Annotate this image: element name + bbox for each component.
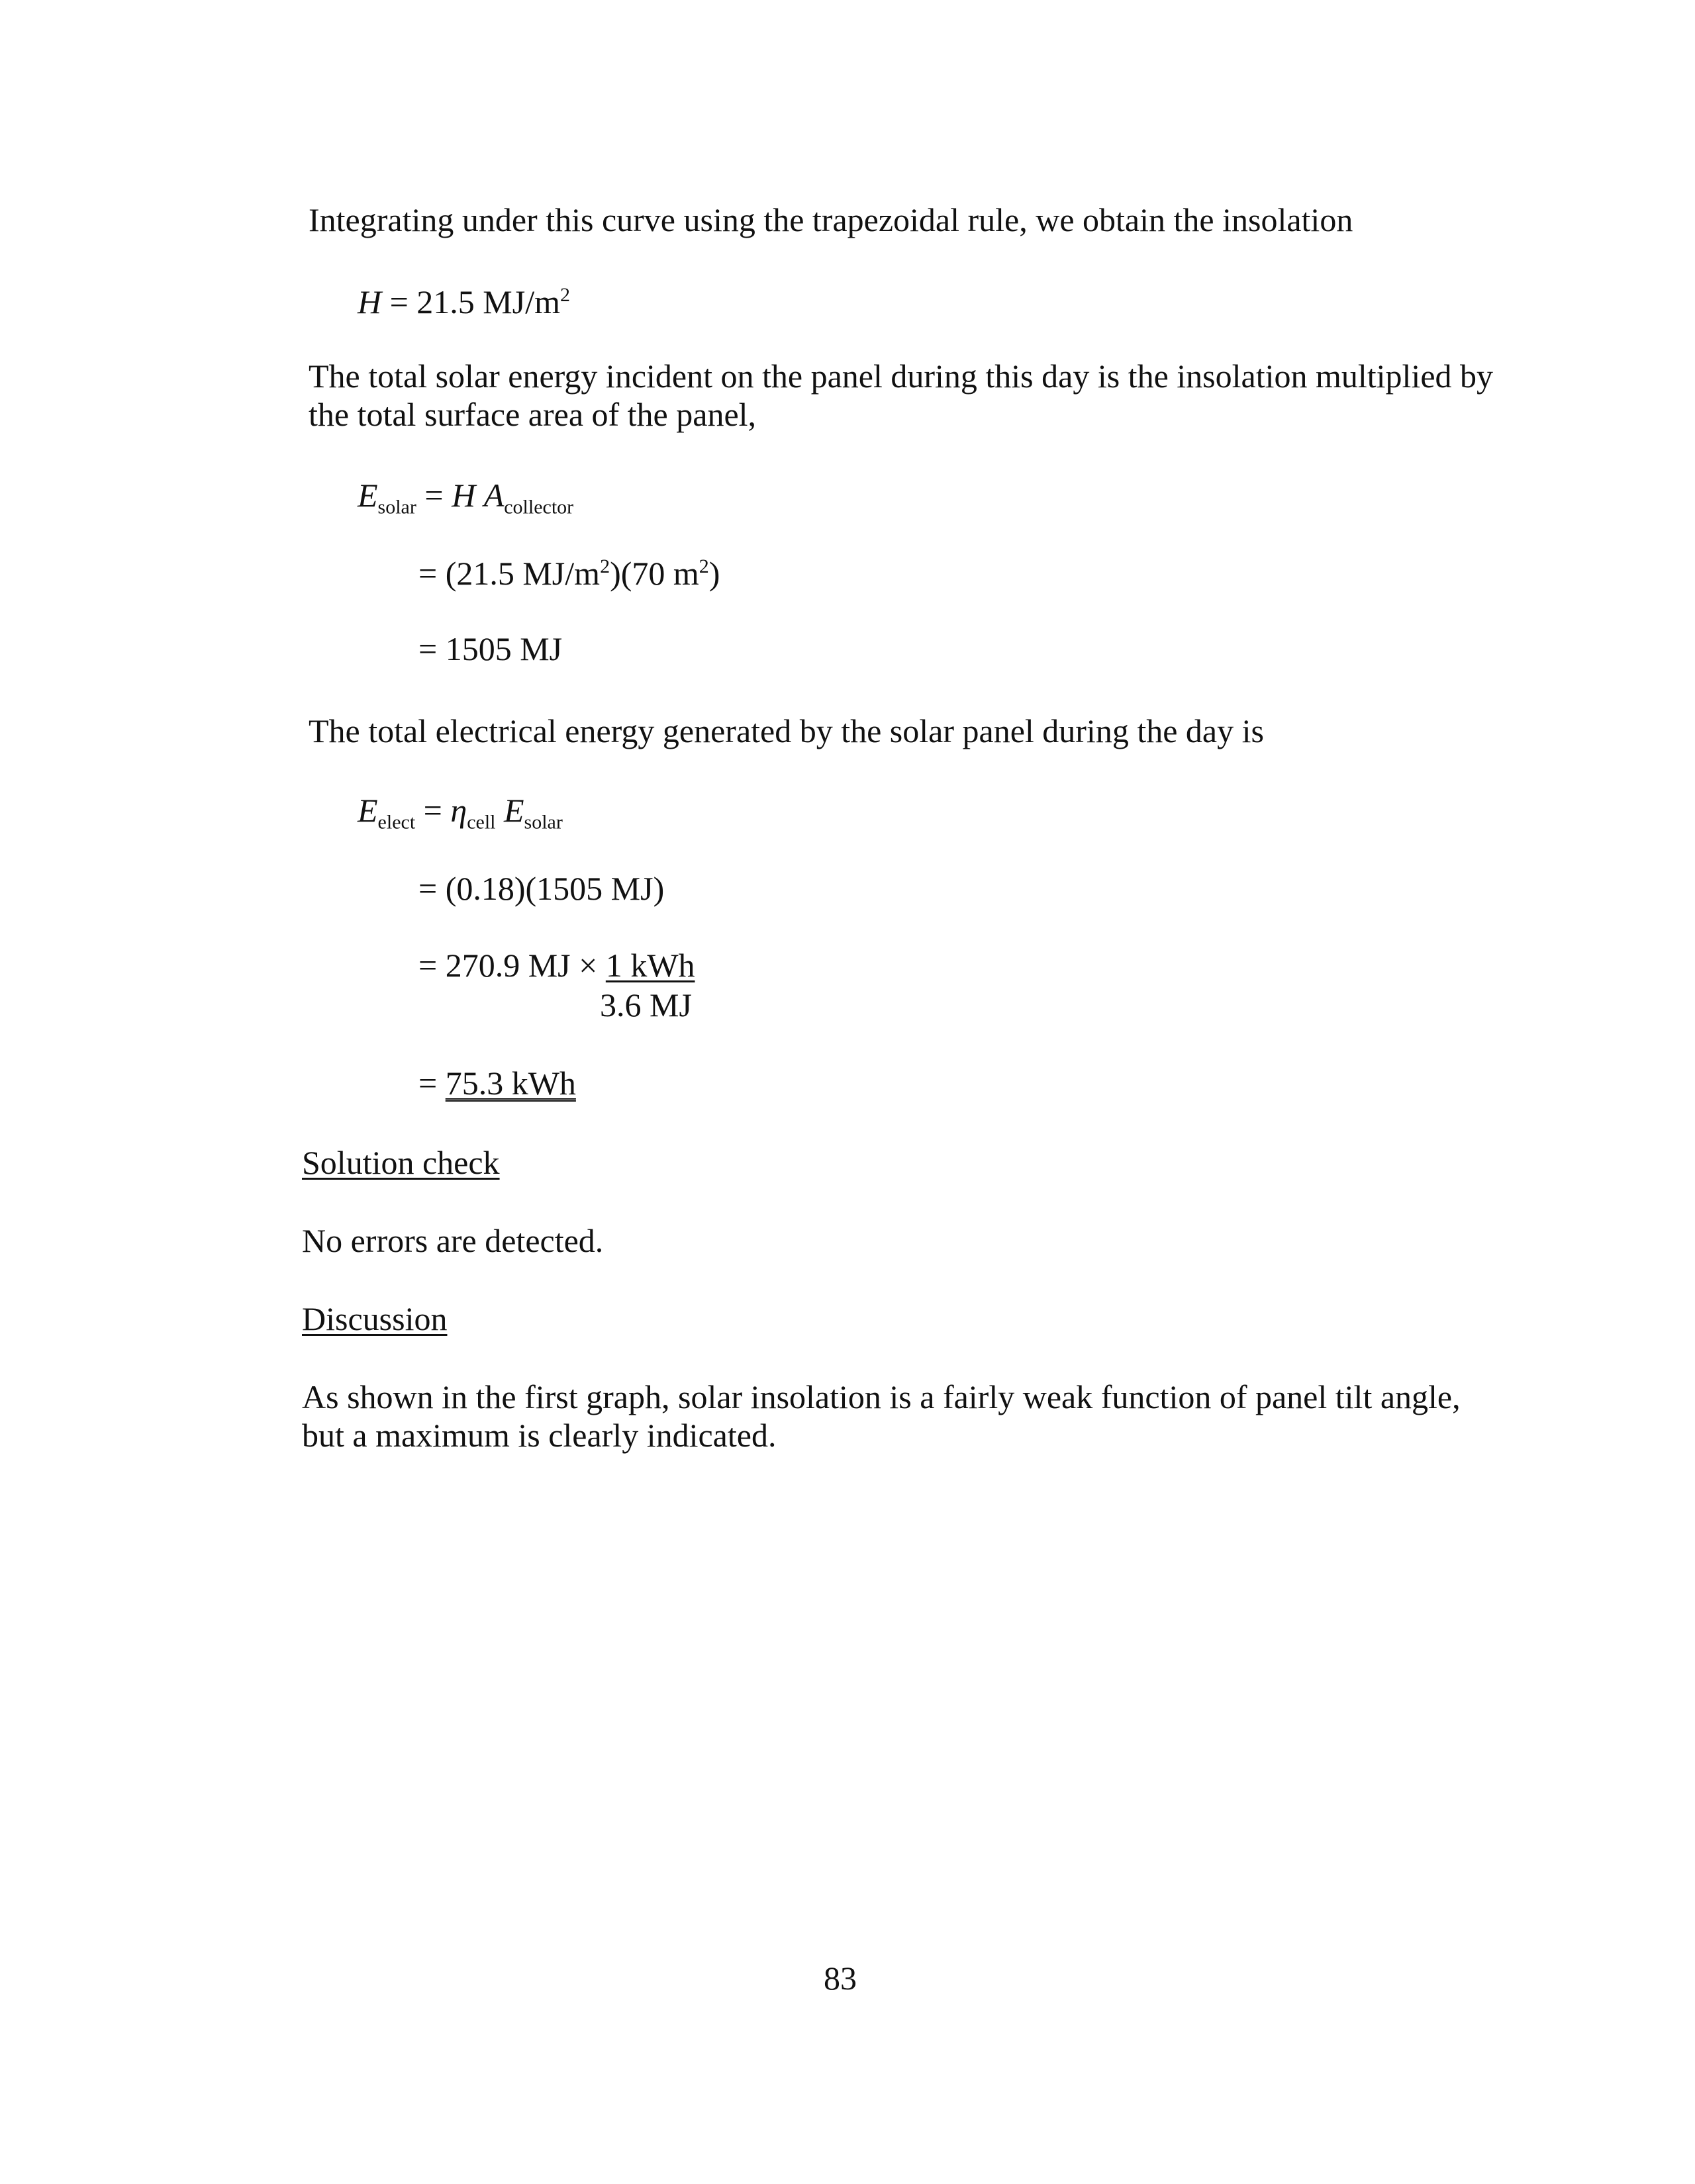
var-e-elect: E [358, 792, 378, 829]
equation-solar-2 [418, 555, 720, 593]
paragraph-total-solar: The total solar energy incident on the panel during this day is the insolation multiplied by the total surface area of the panel, [309, 357, 1494, 433]
final-answer: 75.3 kWh [445, 1065, 576, 1102]
eq-solar-2-sup1: 2 [600, 555, 610, 577]
solution-check-text: No errors are detected. [302, 1222, 604, 1259]
eq-h-sup: 2 [560, 284, 571, 306]
fraction-numerator: 1 kWh [605, 947, 695, 984]
var-a: A [483, 477, 505, 514]
sub-elect: elect [377, 811, 416, 833]
sub-collector: collector [504, 496, 574, 518]
equation-solar-1 [358, 477, 574, 518]
var-h-2: H [452, 477, 476, 514]
page-number: 83 [824, 1960, 857, 1997]
sub-cell: cell [467, 811, 496, 833]
var-e-solar-2: E [504, 792, 524, 829]
eq-h-rhs: = 21.5 MJ/m [381, 283, 561, 320]
equals-sign: = [416, 477, 452, 514]
eq-elect-4-eq: = [418, 1065, 446, 1102]
equals-sign-2: = [415, 792, 451, 829]
equation-elect-1 [358, 792, 563, 833]
equation-elect-2: = (0.18)(1505 MJ) [418, 870, 665, 907]
paragraph-total-elec: The total electrical energy generated by the solar panel during the day is [309, 712, 1264, 749]
sub-solar: solar [377, 496, 416, 518]
eq-elect-3a: = 270.9 MJ × [418, 947, 606, 984]
eq-solar-2a: = (21.5 MJ/m [418, 555, 601, 592]
equation-elect-3 [418, 947, 695, 985]
eta-symbol: η [450, 792, 467, 829]
var-e-solar: E [358, 477, 378, 514]
var-h: H [358, 283, 382, 320]
equation-solar-3: = 1505 MJ [418, 630, 563, 667]
equation-elect-4 [418, 1065, 576, 1103]
equation-insolation [358, 283, 570, 322]
discussion-text: As shown in the first graph, solar insolation is a fairly weak function of panel tilt angle, but a maximum is clearly indicated. [302, 1378, 1461, 1454]
intro-text: Integrating under this curve using the trapezoidal rule, we obtain the insolation [309, 201, 1353, 238]
heading-discussion: Discussion [302, 1300, 448, 1337]
eq-solar-2b: )(70 m [610, 555, 699, 592]
eq-solar-2-sup2: 2 [699, 555, 709, 577]
fraction-denominator: 3.6 MJ [600, 986, 692, 1023]
sub-solar-2: solar [524, 811, 563, 833]
heading-solution-check: Solution check [302, 1144, 500, 1181]
eq-solar-2c: ) [708, 555, 720, 592]
